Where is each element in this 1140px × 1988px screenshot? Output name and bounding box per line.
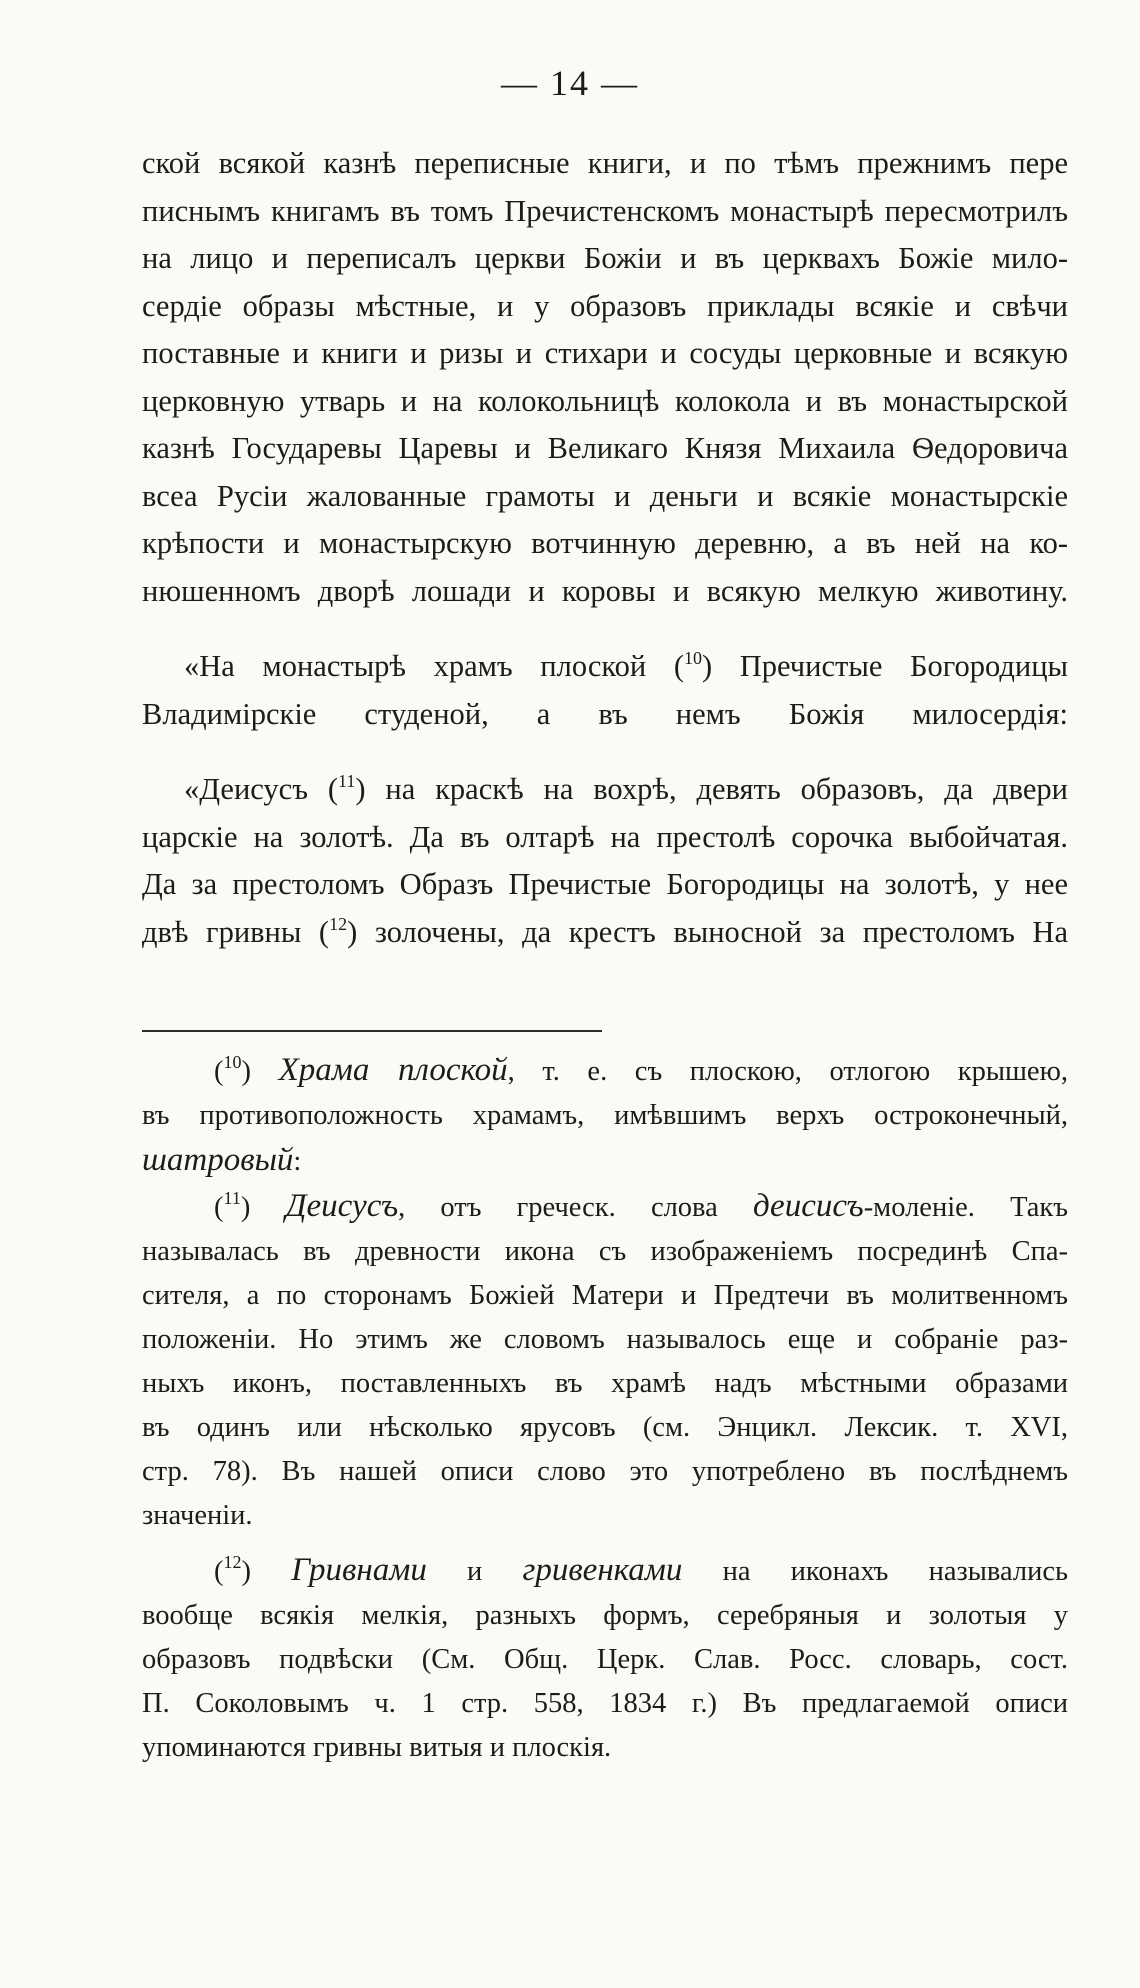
text-line: царскіе на золотѣ. Да въ олтарѣ на престолѣ сорочка выбойчатая. (142, 819, 1068, 854)
text-line: всеа Русіи жалованные грамоты и деньги и всякіе монастырскіе (142, 478, 1068, 513)
footnote-term: гривенками (522, 1552, 683, 1588)
text-span: -моленіе. Такъ (863, 1192, 1068, 1223)
paragraph-deisus (142, 766, 1068, 814)
footnote-number: 11 (223, 1188, 241, 1208)
footnote-ref-12: 12 (329, 913, 348, 934)
text-line: на лицо и переписалъ церкви Божіи и въ церквахъ Божіе мило- (142, 241, 1068, 275)
footnote-term: Гривнами (291, 1552, 427, 1588)
footnote-line: образовъ подвѣски (См. Общ. Церк. Слав. Росс. словарь, сост. (142, 1644, 1068, 1675)
text-span: «На монастырѣ храмъ плоской ( (184, 649, 684, 683)
text-span: и (426, 1556, 523, 1587)
footnote-term: шатровый (142, 1142, 294, 1178)
text-line: церковную утварь и на колокольницѣ колокола и въ монастырской (142, 383, 1068, 418)
footnote-line: называлась въ древности икона съ изображеніемъ посрединѣ Спа- (142, 1236, 1068, 1267)
text-span: двѣ гривны ( (142, 914, 330, 949)
footnote-ref-10: 10 (684, 648, 702, 668)
footnote-12 (142, 1548, 1068, 1594)
footnote-line: въ противоположность храмамъ, имѣвшимъ верхъ остроконечный, (142, 1100, 1068, 1131)
text-span: , т. е. съ плоскою, отлогою крышею, (507, 1056, 1068, 1087)
footnote-line: сителя, а по сторонамъ Божіей Матери и Предтечи въ молитвенномъ (142, 1280, 1068, 1311)
footnote-line: значеніи. (142, 1500, 253, 1531)
footnote-term: деисисъ (752, 1188, 864, 1224)
footnote-11 (142, 1184, 1068, 1230)
footnotes (142, 1048, 1068, 1770)
text-span: ( (214, 1192, 224, 1223)
text-span: ( (214, 1056, 224, 1087)
footnote-line: положеніи. Но этимъ же словомъ называлось еще и собраніе раз- (142, 1324, 1068, 1355)
text-line: казнѣ Государевы Царевы и Великаго Князя Михаила Ѳедоровича (142, 431, 1068, 465)
text-span: ) золочены, да крестъ выносной за престоломъ На (347, 914, 1068, 949)
footnote-10 (142, 1048, 1068, 1094)
footnote-ref-11: 11 (338, 771, 356, 791)
text-line: Владимірскіе студеной, а въ немъ Божія милосердія: (142, 696, 1068, 731)
footnote-number: 10 (223, 1052, 242, 1072)
text-line (142, 909, 1068, 957)
text-span: на иконахъ назывались (682, 1556, 1068, 1587)
footnote-number: 12 (223, 1552, 242, 1572)
footnote-term: Деисусъ (285, 1188, 399, 1224)
paragraph-temple (142, 643, 1068, 691)
text-span: , отъ греческ. слова (398, 1192, 753, 1223)
text-span: ) Пречистые Богородицы (702, 649, 1069, 683)
footnote-line: вообще всякія мелкія, разныхъ формъ, серебряныя и золотыя у (142, 1600, 1068, 1631)
footnote-line: ныхъ иконъ, поставленныхъ въ храмѣ надъ мѣстными образами (142, 1368, 1068, 1399)
text-span: ) (241, 1556, 251, 1587)
text-span: : (293, 1146, 302, 1177)
text-line: Да за престоломъ Образъ Пречистые Богородицы на золотѣ, у нее (142, 867, 1068, 901)
text-span: ) (240, 1192, 251, 1223)
text-line: нюшенномъ дворѣ лошади и коровы и всякую мелкую животину. (142, 573, 1068, 608)
footnote-line: стр. 78). Въ нашей описи слово это употреблено въ послѣднемъ (142, 1456, 1068, 1487)
text-span: ( (214, 1556, 224, 1587)
text-line: сердіе образы мѣстные, и у образовъ приклады всякіе и свѣчи (142, 288, 1068, 323)
page-number: — 14 — (501, 63, 639, 103)
footnote-line (142, 1138, 1068, 1184)
text-line: писнымъ книгамъ въ томъ Пречистенскомъ монастырѣ пересмотрилъ (142, 193, 1068, 228)
main-text (142, 140, 1068, 956)
text-line: поставные и книги и ризы и стихари и сосуды церковные и всякую (142, 336, 1068, 370)
footnote-term: Храма плоской (278, 1052, 508, 1088)
footnote-line: упоминаются гривны витыя и плоскія. (142, 1732, 612, 1763)
footnote-line: въ одинъ или нѣсколько ярусовъ (см. Энцикл. Лексик. т. XVI, (142, 1412, 1068, 1443)
text-span: ) (241, 1056, 251, 1087)
text-line: крѣпости и монастырскую вотчинную деревню, а въ ней на ко- (142, 526, 1068, 560)
text-line: ской всякой казнѣ переписные книги, и по тѣмъ прежнимъ пере (142, 146, 1068, 180)
text-span: ) на краскѣ на вохрѣ, девять образовъ, да двери (355, 772, 1068, 806)
footnote-divider (142, 1030, 602, 1032)
text-span: «Деисусъ ( (184, 772, 339, 806)
footnote-line: П. Соколовымъ ч. 1 стр. 558, 1834 г.) Въ предлагаемой описи (142, 1688, 1068, 1719)
